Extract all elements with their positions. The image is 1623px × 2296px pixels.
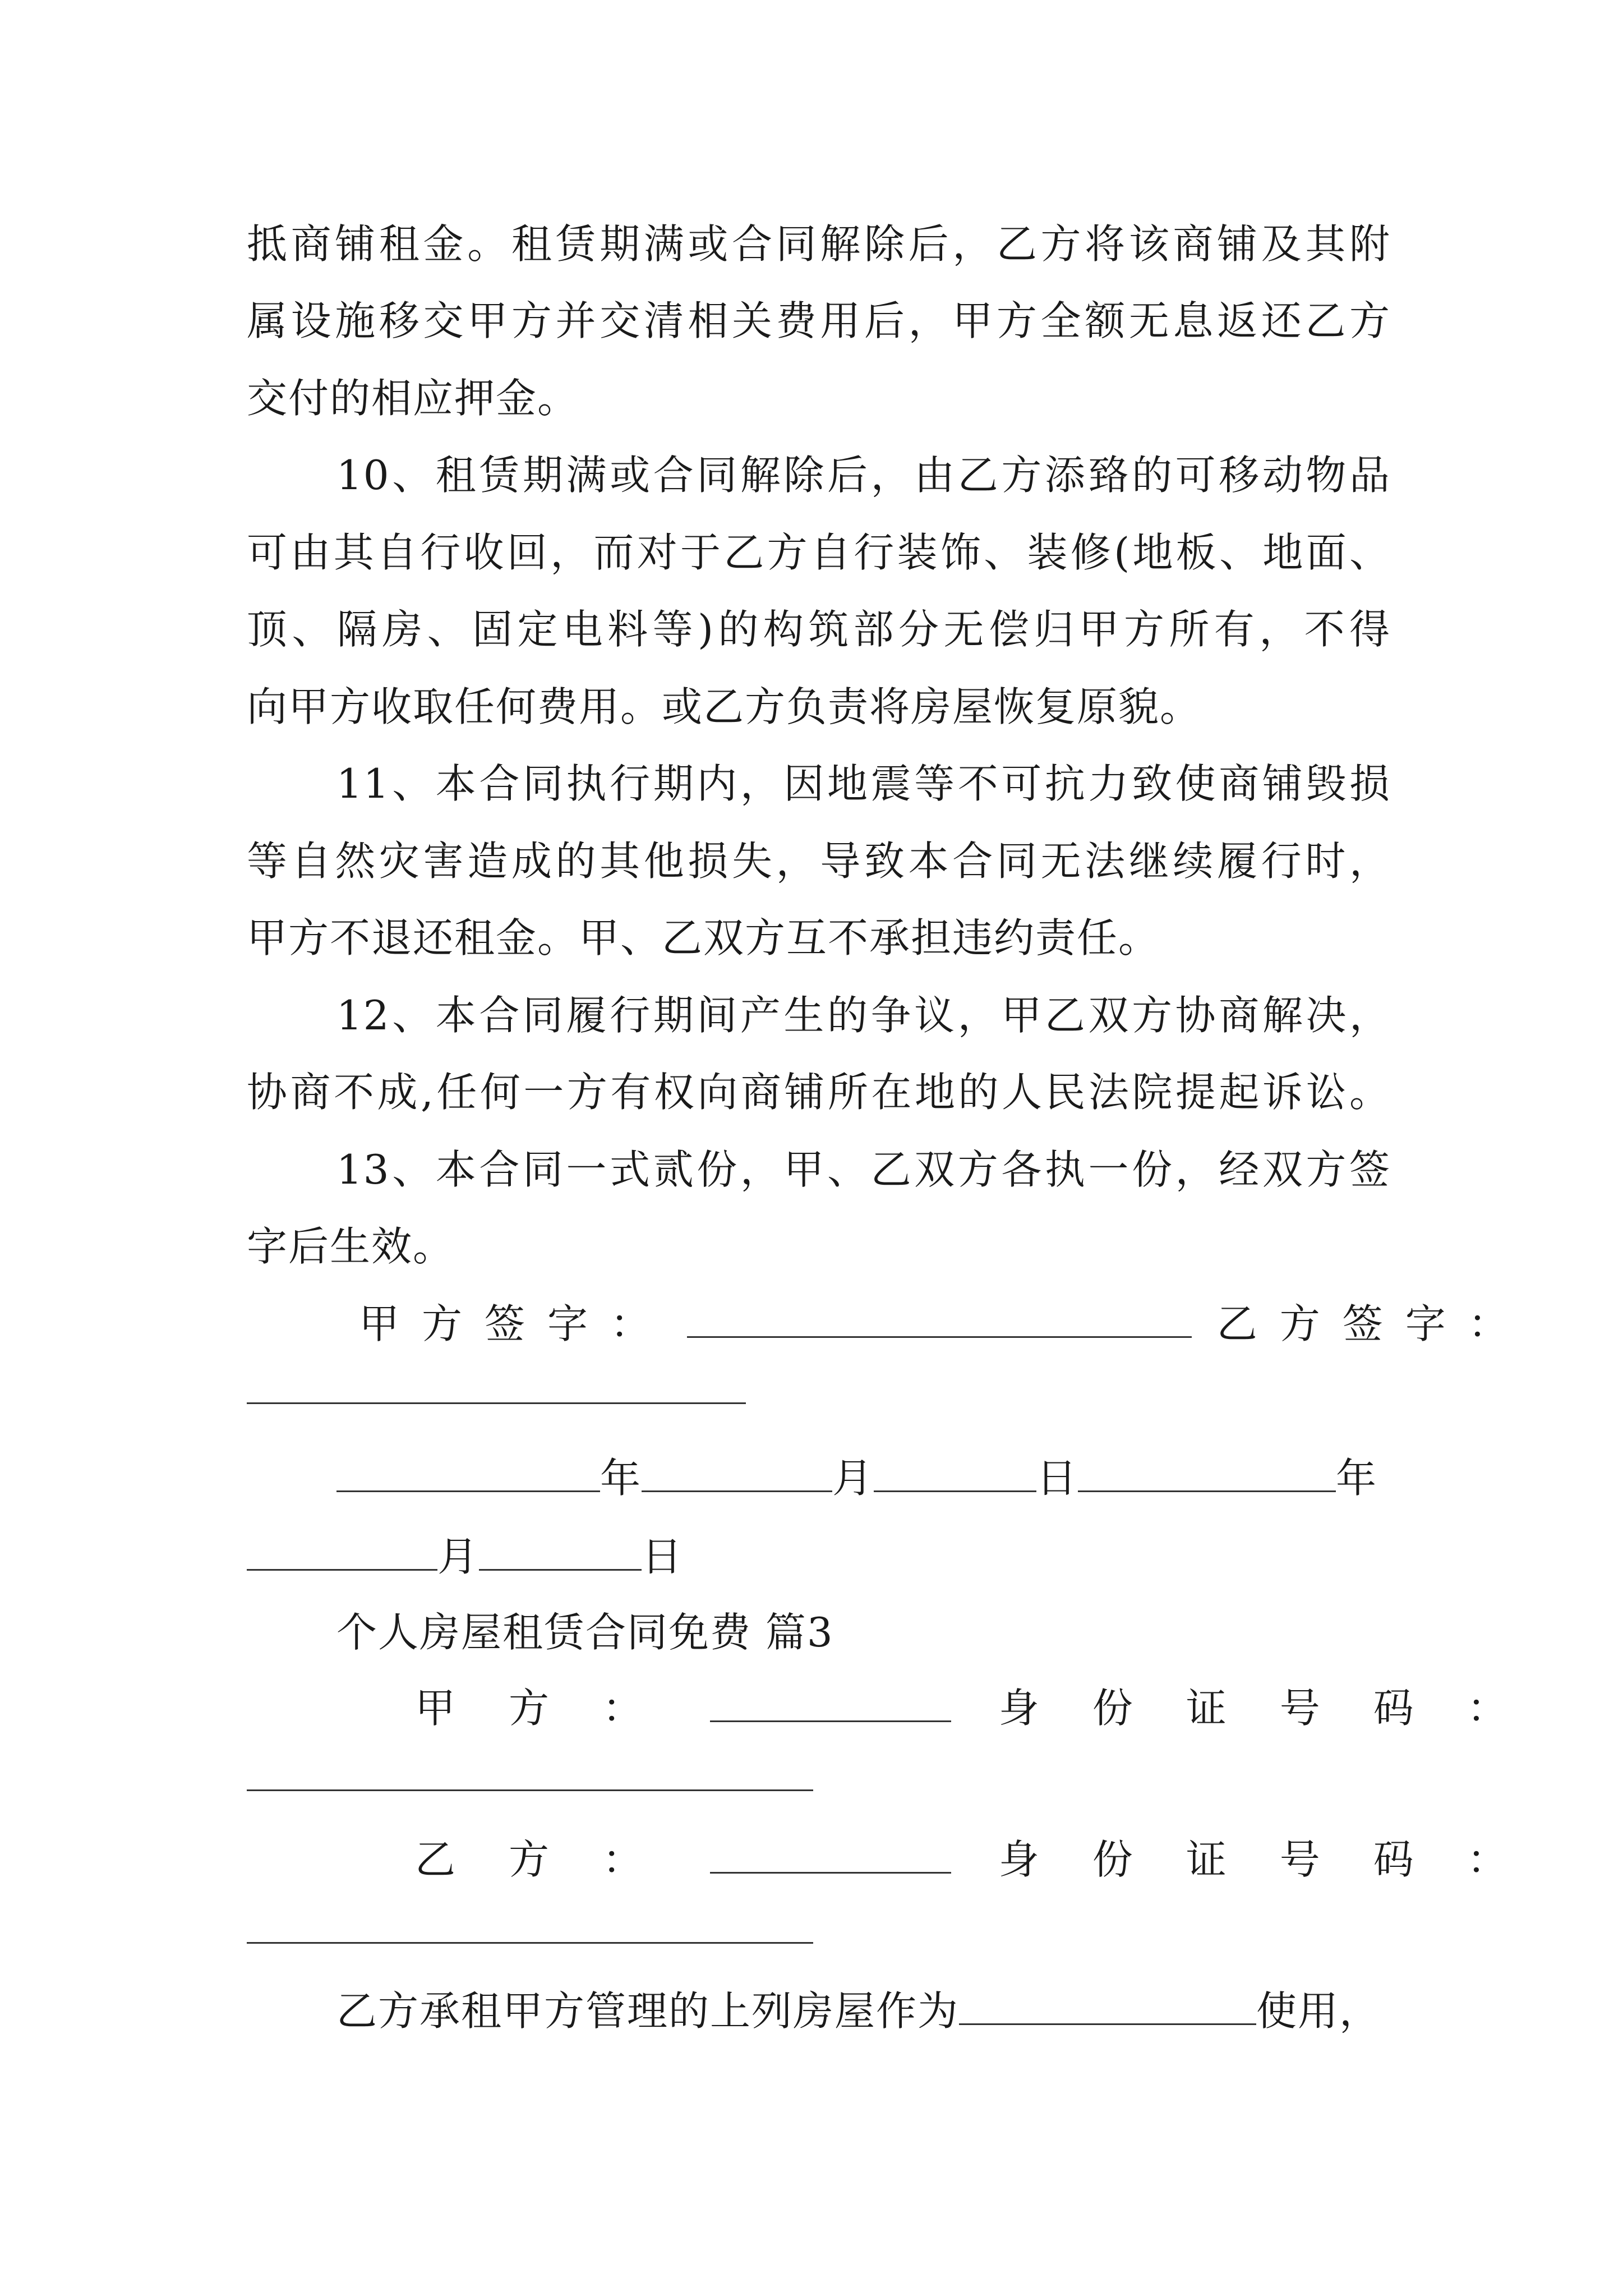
year-label-a: 年 bbox=[600, 1455, 642, 1502]
clause-11-line-3: 甲方不退还租金。甲、乙双方互不承担违约责任。 bbox=[247, 914, 1160, 961]
party-b-row bbox=[415, 1832, 1561, 1888]
party-b-id-label: 身份证号码： bbox=[998, 1836, 1561, 1883]
party-a-signature-blank[interactable] bbox=[687, 1297, 1192, 1338]
date-row-2 bbox=[247, 1529, 1391, 1585]
clause-10-line-4: 向甲方收取任何费用。或乙方负责将房屋恢复原貌。 bbox=[247, 683, 1202, 730]
clause-10-line-3: 顶、隔房、固定电料等)的构筑部分无偿归甲方所有，不得 bbox=[247, 606, 1391, 653]
month-blank-b[interactable] bbox=[247, 1530, 437, 1571]
month-label-b: 月 bbox=[437, 1533, 479, 1580]
date-row bbox=[336, 1450, 1391, 1506]
body-line-2: 属设施移交甲方并交清相关费用后，甲方全额无息返还乙方 bbox=[247, 297, 1391, 344]
section-title: 个人房屋租赁合同免费 篇3 bbox=[336, 1609, 834, 1656]
day-blank-a[interactable] bbox=[874, 1451, 1036, 1492]
month-label-a: 月 bbox=[832, 1455, 874, 1502]
usage-blank[interactable] bbox=[959, 1984, 1256, 2025]
signature-row bbox=[359, 1296, 1531, 1352]
day-blank-b[interactable] bbox=[479, 1530, 642, 1571]
clause-12-line-2: 协商不成,任何一方有权向商铺所在地的人民法院提起诉讼。 bbox=[247, 1069, 1391, 1116]
day-label-a: 日 bbox=[1036, 1455, 1078, 1502]
usage-suffix: 使用， bbox=[1256, 1987, 1381, 2035]
year-label-b: 年 bbox=[1336, 1455, 1378, 1502]
usage-row bbox=[336, 1983, 1413, 2039]
clause-10-line-1: 10、租赁期满或合同解除后，由乙方添臵的可移动物品 bbox=[336, 452, 1391, 499]
party-b-signature-blank[interactable] bbox=[247, 1402, 746, 1404]
party-b-label: 乙方： bbox=[415, 1836, 697, 1883]
clause-12-line-1: 12、本合同履行期间产生的争议，甲乙双方协商解决， bbox=[336, 992, 1391, 1039]
clause-10-line-2: 可由其自行收回，而对于乙方自行装饰、装修(地板、地面、 bbox=[247, 529, 1391, 576]
usage-prefix: 乙方承租甲方管理的上列房屋作为 bbox=[336, 1987, 960, 2035]
clause-11-line-2: 等自然灾害造成的其他损失，导致本合同无法继续履行时， bbox=[247, 838, 1391, 885]
party-a-row bbox=[415, 1680, 1561, 1736]
clause-13-line-2: 字后生效。 bbox=[247, 1223, 455, 1270]
party-a-signature-label: 甲方签字： bbox=[359, 1300, 674, 1347]
year-blank-a[interactable] bbox=[336, 1451, 600, 1492]
party-a-id-label: 身份证号码： bbox=[998, 1685, 1561, 1732]
body-line-1: 抵商铺租金。租赁期满或合同解除后，乙方将该商铺及其附 bbox=[247, 220, 1391, 268]
clause-13-line-1: 13、本合同一式贰份，甲、乙双方各执一份，经双方签 bbox=[336, 1146, 1391, 1193]
party-a-id-blank[interactable] bbox=[247, 1789, 813, 1791]
day-label-b: 日 bbox=[642, 1533, 684, 1580]
party-b-signature-label: 乙方签字： bbox=[1216, 1300, 1531, 1347]
year-blank-b[interactable] bbox=[1078, 1451, 1336, 1492]
party-a-name-blank[interactable] bbox=[710, 1681, 951, 1722]
month-blank-a[interactable] bbox=[642, 1451, 832, 1492]
party-a-label: 甲方： bbox=[415, 1685, 697, 1732]
party-b-id-blank[interactable] bbox=[247, 1942, 813, 1944]
clause-11-line-1: 11、本合同执行期内，因地震等不可抗力致使商铺毁损 bbox=[336, 760, 1391, 807]
body-line-3: 交付的相应押金。 bbox=[247, 375, 579, 422]
party-b-name-blank[interactable] bbox=[710, 1833, 951, 1874]
